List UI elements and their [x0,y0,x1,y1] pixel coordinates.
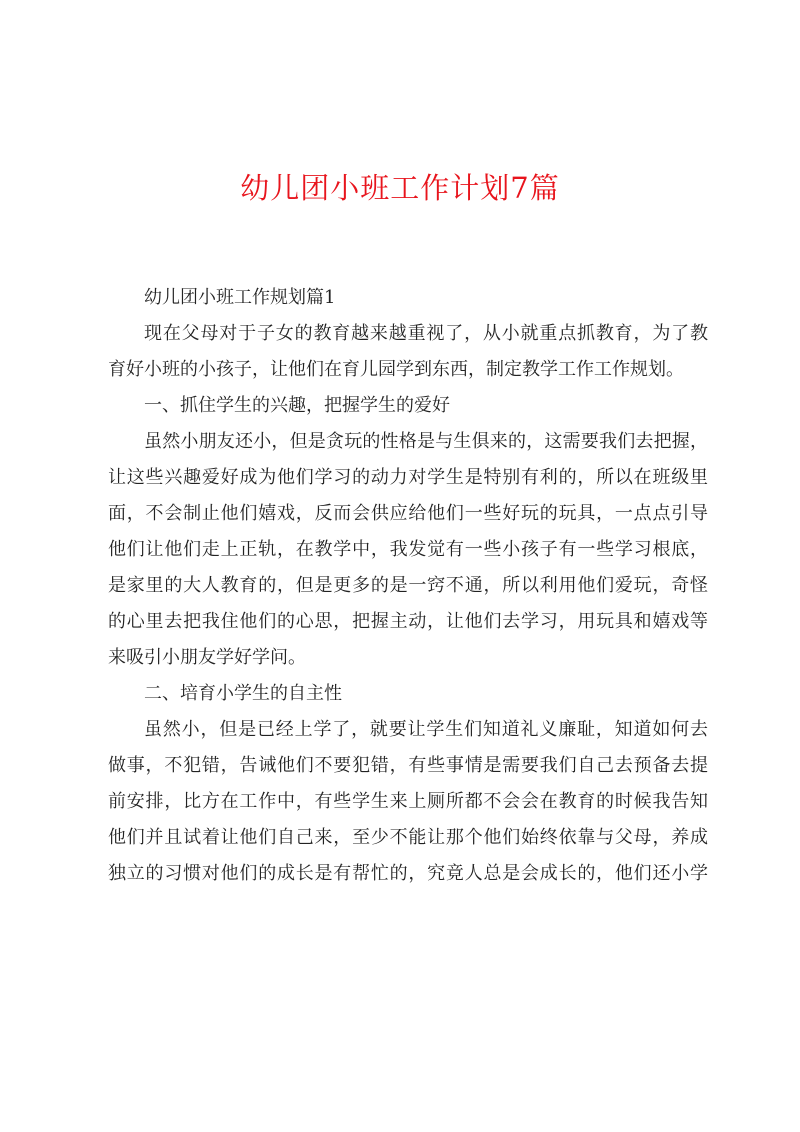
paragraph-1-line: 育好小班的小孩子，让他们在育儿园学到东西，制定教学工作工作规划。 [108,359,684,380]
paragraph-3-line: 前安排，比方在工作中，有些学生来上厕所都不会会在教育的时候我告知 [108,791,708,812]
paragraph-2-line: 面，不会制止他们嬉戏，反而会供应给他们一些好玩的玩具，一点点引导 [108,503,708,524]
paragraph-3-line: 独立的习惯对他们的成长是有帮忙的，究竟人总是会成长的，他们还小学 [108,863,708,884]
paragraph-2-line: 他们让他们走上正轨，在教学中，我发觉有一些小孩子有一些学习根底， [108,539,708,560]
paragraph-2-line: 虽然小朋友还小，但是贪玩的性格是与生俱来的，这需要我们去把握， [144,431,708,452]
paragraph-1-line: 现在父母对于子女的教育越来越重视了，从小就重点抓教育，为了教 [144,323,708,344]
paragraph-2-line: 让这些兴趣爱好成为他们学习的动力对学生是特别有利的，所以在班级里 [108,467,708,488]
paragraph-2-line: 是家里的大人教育的，但是更多的是一窍不通，所以利用他们爱玩，奇怪 [108,575,708,596]
heading-2: 二、培育小学生的自主性 [144,683,342,704]
paragraph-3-line: 他们并且试着让他们自己来，至少不能让那个他们始终依靠与父母，养成 [108,827,708,848]
heading-1: 一、抓住学生的兴趣，把握学生的爱好 [144,395,450,416]
section-heading: 幼儿团小班工作规划篇1 [144,287,336,308]
paragraph-2-line: 的心里去把我住他们的心思，把握主动，让他们去学习，用玩具和嬉戏等 [108,611,708,632]
document-title: 幼儿团小班工作计划7篇 [240,171,560,205]
document-body [108,280,708,892]
paragraph-3-line: 做事，不犯错，告诫他们不要犯错，有些事情是需要我们自己去预备去提 [108,755,708,776]
paragraph-2-line: 来吸引小朋友学好学问。 [108,647,306,668]
paragraph-3-line: 虽然小，但是已经上学了，就要让学生们知道礼义廉耻，知道如何去 [144,719,708,740]
